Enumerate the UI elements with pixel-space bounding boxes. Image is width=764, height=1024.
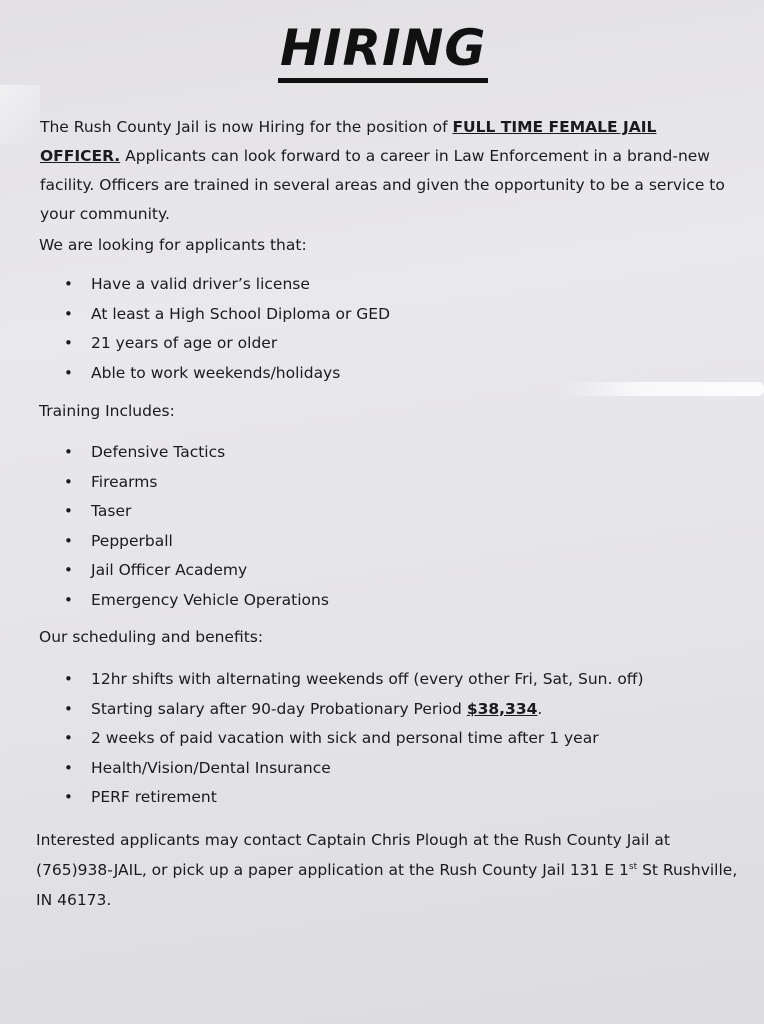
bullet-icon: • bbox=[64, 502, 73, 520]
bullet-icon: • bbox=[64, 788, 73, 806]
list-item: • PERF retirement bbox=[64, 783, 644, 813]
contact-text: Interested applicants may contact Captain Chris Plough at the Rush County Jail at (765)938-JAIL, or pick up a paper application at the Rush County Jail 131 E 1 bbox=[36, 831, 670, 879]
list-item: • 2 weeks of paid vacation with sick and personal time after 1 year bbox=[64, 724, 644, 754]
contact-address-tail: St Rushville, IN 46173. bbox=[36, 861, 738, 909]
benefits-heading: Our scheduling and benefits: bbox=[39, 628, 264, 646]
list-item: • Firearms bbox=[64, 468, 329, 498]
contact-paragraph bbox=[36, 825, 752, 915]
bullet-icon: • bbox=[64, 590, 73, 609]
bullet-icon: • bbox=[64, 443, 73, 461]
intro-text-before: The Rush County Jail is now Hiring for the position of bbox=[40, 118, 453, 136]
position-name: FULL TIME FEMALE JAIL OFFICER. bbox=[40, 118, 657, 165]
benefits-list bbox=[64, 665, 644, 813]
list-item: • Starting salary after 90-day Probationary Period $38,334. bbox=[64, 695, 644, 725]
list-item: • Have a valid driver’s license bbox=[64, 270, 390, 300]
list-item: • Defensive Tactics bbox=[64, 438, 329, 468]
list-item: • Taser bbox=[64, 497, 329, 527]
bullet-icon: • bbox=[64, 363, 73, 382]
list-item: • 21 years of age or older bbox=[64, 329, 390, 359]
training-heading: Training Includes: bbox=[39, 402, 175, 420]
list-item: • Emergency Vehicle Operations bbox=[64, 586, 329, 616]
list-item: • Health/Vision/Dental Insurance bbox=[64, 754, 644, 784]
ordinal-suffix: st bbox=[628, 862, 638, 872]
bullet-icon: • bbox=[64, 275, 73, 293]
bullet-icon: • bbox=[64, 304, 73, 323]
training-list bbox=[64, 438, 329, 615]
bullet-icon: • bbox=[64, 472, 73, 491]
poster-title: HIRING bbox=[278, 18, 488, 83]
requirements-list bbox=[64, 270, 390, 388]
bullet-icon: • bbox=[64, 699, 73, 718]
requirements-heading: We are looking for applicants that: bbox=[39, 236, 307, 254]
list-item: • At least a High School Diploma or GED bbox=[64, 300, 390, 330]
bullet-icon: • bbox=[64, 334, 73, 352]
bullet-icon: • bbox=[64, 561, 73, 579]
list-item: • Able to work weekends/holidays bbox=[64, 359, 390, 389]
list-item: • Jail Officer Academy bbox=[64, 556, 329, 586]
list-item: • 12hr shifts with alternating weekends off (every other Fri, Sat, Sun. off) bbox=[64, 665, 644, 695]
bullet-icon: • bbox=[64, 670, 73, 688]
intro-paragraph bbox=[40, 113, 740, 229]
bullet-icon: • bbox=[64, 758, 73, 777]
list-item: • Pepperball bbox=[64, 527, 329, 557]
bullet-icon: • bbox=[64, 531, 73, 550]
starting-salary: $38,334 bbox=[466, 699, 538, 718]
intro-text-after: Applicants can look forward to a career in Law Enforcement in a brand-new facility. Officers are trained in several areas and given the opportunity to be a service to your community. bbox=[40, 147, 725, 223]
bullet-icon: • bbox=[64, 729, 73, 747]
